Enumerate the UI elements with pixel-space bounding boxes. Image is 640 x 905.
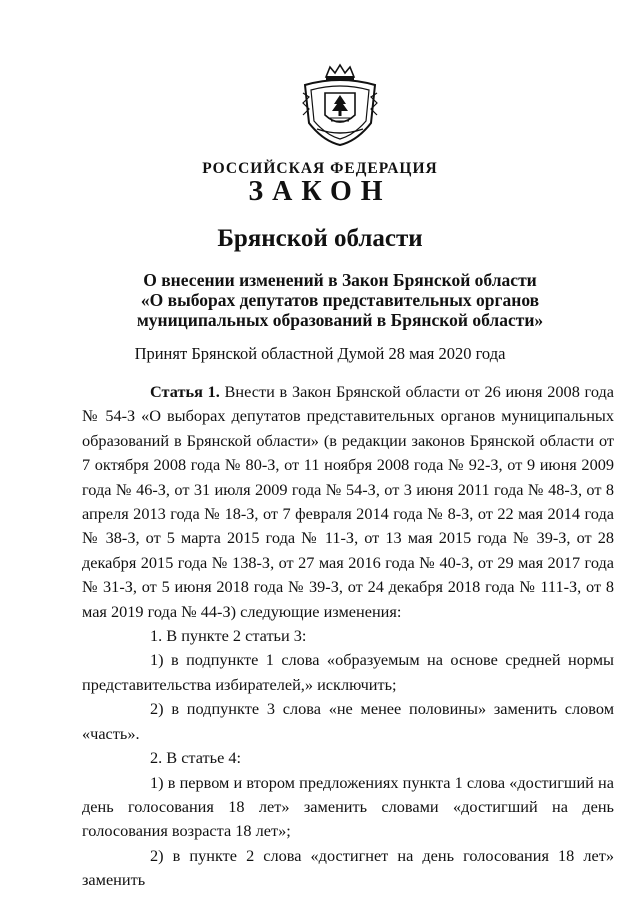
paragraph: 1) в подпункте 1 слова «образуемым на основе средней нормы представительства избирателей,» исключить; — [82, 650, 614, 694]
article-label: Статья 1. — [150, 382, 220, 401]
article-text: Внести в Закон Брянской области от 26 июня 2008 года № 54-З «О выборах депутатов представительных органов муниципальных образований в Брянской области» (в редакции законов Брянской области от 7 октября 2008 года № 80-З, от 11 ноября 2008 года № 92-З, от 9 июня 2009 года № 46-З, от 31 июля 2009 года № 54-З, от 3 июня 2011 года № 48-З, от 8 апреля 2013 года № 18-З, от 7 февраля 2014 года № 8-З, от 22 мая 2014 года № 38-З, от 5 марта 2015 года № 11-З, от 13 мая 2015 года № 39-З, от 28 декабря 2015 года № 138-З, от 27 мая 2016 года № 40-З, от 29 мая 2017 года № 31-З, от 5 июня 2018 года № 39-З, от 24 декабря 2018 года № 111-З, от 8 мая 2019 года № 44-З) следующие изменения: — [82, 382, 615, 621]
paragraph: 2) в пункте 2 слова «достигнет на день голосования 18 лет» заменить — [82, 845, 614, 890]
paragraph: 1. В пункте 2 статьи 3: — [150, 626, 307, 646]
adoption-note: Принят Брянской областной Думой 28 мая 2020 года — [134, 344, 506, 363]
paragraph: 1) в первом и втором предложениях пункта 1 слова «достигший на день голосования 18 лет» заменить словами «достигший на день голосования возраста 18 лет»; — [82, 772, 614, 841]
document-type-heading: ЗАКОН — [248, 176, 392, 207]
law-title-line: «О выборах депутатов представительных органов — [140, 290, 540, 310]
country-heading: РОССИЙСКАЯ ФЕДЕРАЦИЯ — [202, 160, 438, 177]
region-heading: Брянской области — [217, 225, 423, 252]
paragraph: 2) в подпункте 3 слова «не менее половины» заменить словом «часть». — [82, 699, 614, 743]
article-1-paragraph — [82, 380, 614, 624]
law-title-line: О внесении изменений в Закон Брянской области — [143, 270, 537, 290]
law-title-line: муниципальных образований в Брянской области» — [136, 310, 544, 330]
law-title — [130, 270, 550, 330]
coat-of-arms-icon — [299, 63, 381, 148]
paragraph: 2. В статье 4: — [150, 748, 242, 768]
document-body — [82, 380, 614, 893]
